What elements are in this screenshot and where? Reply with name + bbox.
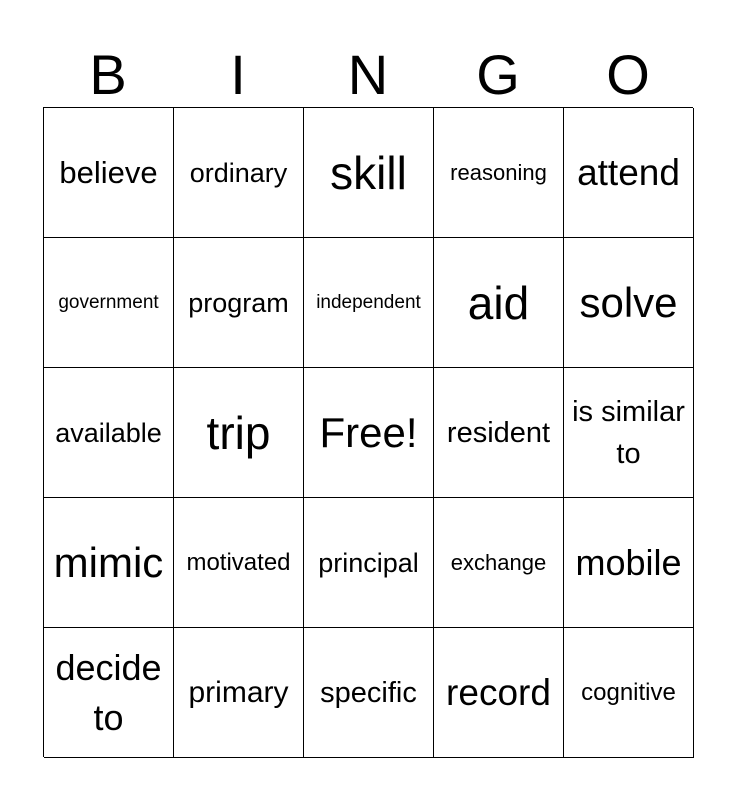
bingo-header — [43, 42, 693, 108]
bingo-cell[interactable] — [174, 628, 304, 758]
bingo-cell[interactable] — [564, 498, 694, 628]
bingo-cell[interactable] — [434, 368, 564, 498]
header-letter-n: N — [347, 43, 389, 106]
bingo-cell[interactable] — [434, 628, 564, 758]
bingo-cell[interactable] — [434, 238, 564, 368]
bingo-cell[interactable] — [174, 498, 304, 628]
cell-word: mimic — [53, 538, 164, 586]
bingo-cell[interactable] — [434, 108, 564, 238]
header-letter-g: G — [476, 43, 520, 106]
cell-word: aid — [467, 276, 530, 329]
bingo-cell[interactable] — [304, 108, 434, 238]
cell-word: government — [58, 291, 159, 313]
cell-word: resident — [446, 416, 551, 449]
bingo-cell[interactable] — [434, 498, 564, 628]
cell-word: exchange — [450, 549, 547, 575]
cell-word: independent — [316, 291, 421, 313]
header-letter-i: I — [230, 43, 246, 106]
bingo-cell[interactable] — [44, 238, 174, 368]
bingo-cell[interactable] — [44, 628, 174, 758]
cell-word: solve — [579, 278, 678, 326]
cell-word: available — [55, 417, 162, 448]
cell-word: program — [188, 287, 289, 318]
cell-word: skill — [330, 146, 407, 199]
bingo-cell[interactable] — [44, 108, 174, 238]
free-space-cell[interactable] — [304, 368, 434, 498]
header-letter-o: O — [606, 43, 650, 106]
cell-word: cognitive — [581, 678, 676, 706]
bingo-cell[interactable] — [174, 238, 304, 368]
bingo-cell[interactable] — [44, 498, 174, 628]
bingo-cell[interactable] — [304, 498, 434, 628]
cell-word: reasoning — [450, 159, 547, 185]
bingo-cell[interactable] — [564, 108, 694, 238]
bingo-cell[interactable] — [564, 368, 694, 498]
cell-word: mobile — [575, 541, 682, 583]
cell-word: attend — [577, 151, 680, 193]
bingo-cell[interactable] — [174, 108, 304, 238]
cell-word: specific — [320, 676, 417, 709]
cell-word: believe — [59, 154, 158, 190]
bingo-cell[interactable] — [44, 368, 174, 498]
cell-word: principal — [318, 547, 419, 578]
cell-word: trip — [206, 406, 271, 459]
cell-word: is similar to — [572, 395, 685, 470]
free-space-label: Free! — [319, 408, 418, 456]
cell-word: ordinary — [189, 157, 288, 188]
bingo-cell[interactable] — [304, 628, 434, 758]
cell-word: motivated — [186, 548, 291, 576]
cell-word: record — [446, 671, 551, 713]
bingo-cell[interactable] — [564, 238, 694, 368]
cell-word: decide to — [55, 646, 162, 738]
bingo-board — [43, 107, 693, 757]
header-letter-b: B — [89, 43, 127, 106]
cell-word: primary — [188, 675, 289, 709]
bingo-cell[interactable] — [174, 368, 304, 498]
bingo-cell[interactable] — [564, 628, 694, 758]
bingo-cell[interactable] — [304, 238, 434, 368]
